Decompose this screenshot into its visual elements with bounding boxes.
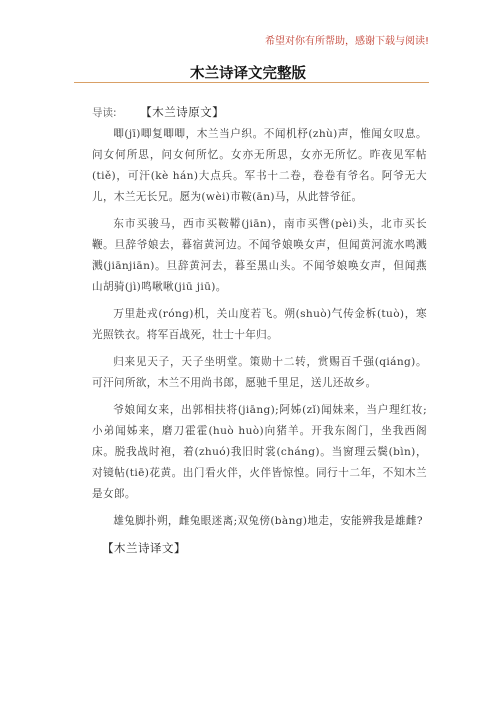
poem-paragraph: 万里赴戎(róng)机，关山度若飞。朔(shuò)气传金柝(tuò)，寒光照铁衣。将军百战死，壮士十年归。: [92, 308, 427, 341]
guide-line: [92, 104, 224, 121]
poem-paragraph: 唧(jī)唧复唧唧，木兰当户织。不闻机杼(zhù)声，惟闻女叹息。问女何所思，问女何所忆。女亦无所思，女亦无所忆。昨夜见军帖(tiě)，可汗(kè hán)大点兵。军书十二卷，卷卷有爷名。阿爷无大儿，木兰无长兄。愿为(wèi)市鞍(ān)马，从此替爷征。: [92, 128, 427, 203]
translation-heading: 【木兰诗译文】: [102, 541, 186, 555]
poem-paragraph: 东市买骏马，西市买鞍鞯(jiān)，南市买辔(pèi)头，北市买长鞭。旦辞爷娘去，暮宿黄河边。不闻爷娘唤女声，但闻黄河流水鸣溅溅(jiānjiān)。旦辞黄河去，暮至黑山头。不闻爷娘唤女声，但闻燕山胡骑(jì)鸣啾啾(jiū jiū)。: [92, 218, 427, 293]
document-body: [92, 124, 427, 558]
original-text-heading: 【木兰诗原文】: [140, 105, 225, 119]
top-banner: [0, 36, 496, 54]
poem-paragraph: 雄兔脚扑朔，雌兔眼迷离;双兔傍(bàng)地走，安能辨我是雄雌?: [113, 515, 423, 527]
poem-paragraph: 归来见天子，天子坐明堂。策勋十二转，赏赐百千强(qiáng)。可汗问所欲，木兰不用尚书郎，愿驰千里足，送儿还故乡。: [92, 356, 427, 389]
document-title: 木兰诗译文完整版: [190, 66, 306, 82]
poem-paragraph: 爷娘闻女来，出郭相扶将(jiāng);阿姊(zǐ)闻妹来，当户理红妆;小弟闻姊来，磨刀霍霍(huò huò)向猪羊。开我东阁门，坐我西阁床。脱我战时袍，着(zhuó)我旧时裳(cháng)。当窗理云鬓(bìn)，对镜帖(tiē)花黄。出门看火伴，火伴皆惊惶。同行十二年，不知木兰是女郎。: [92, 404, 427, 500]
guide-label: 导读:: [92, 107, 117, 119]
banner-text: 希望对你有所帮助，感谢下载与阅读!: [261, 36, 429, 48]
